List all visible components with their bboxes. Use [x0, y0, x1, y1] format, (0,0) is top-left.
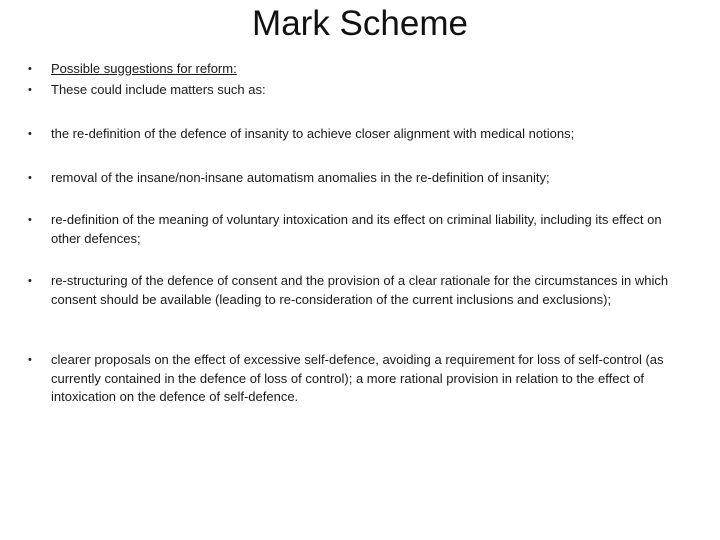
page-title: Mark Scheme: [252, 4, 468, 43]
bullet-icon: •: [28, 214, 32, 226]
list-item-text: clearer proposals on the effect of excessive self-defence, avoiding a requirement for loss of self-control (as currently contained in the defence of loss of control); a more rational provision in relation to the effect of intoxication on the defence of self-defence.: [51, 352, 664, 404]
bullet-icon: •: [28, 172, 32, 184]
list-item-text: re-definition of the meaning of voluntary intoxication and its effect on criminal liability, including its effect on other defences;: [51, 212, 662, 246]
bullet-icon: •: [28, 354, 32, 366]
bullet-icon: •: [28, 63, 32, 75]
list-item-text: the re-definition of the defence of insanity to achieve closer alignment with medical notions;: [51, 126, 575, 141]
list-item-text: These could include matters such as:: [51, 82, 266, 97]
bullet-icon: •: [28, 275, 32, 287]
bullet-icon: •: [28, 84, 32, 96]
list-item-heading: Possible suggestions for reform:: [51, 61, 237, 76]
list-item-text: removal of the insane/non-insane automatism anomalies in the re-definition of insanity;: [51, 170, 550, 185]
bullet-icon: •: [28, 128, 32, 140]
list-item-text: re-structuring of the defence of consent and the provision of a clear rationale for the circumstances in which consent should be available (leading to re-consideration of the current inclusions and exclusions);: [51, 273, 669, 307]
